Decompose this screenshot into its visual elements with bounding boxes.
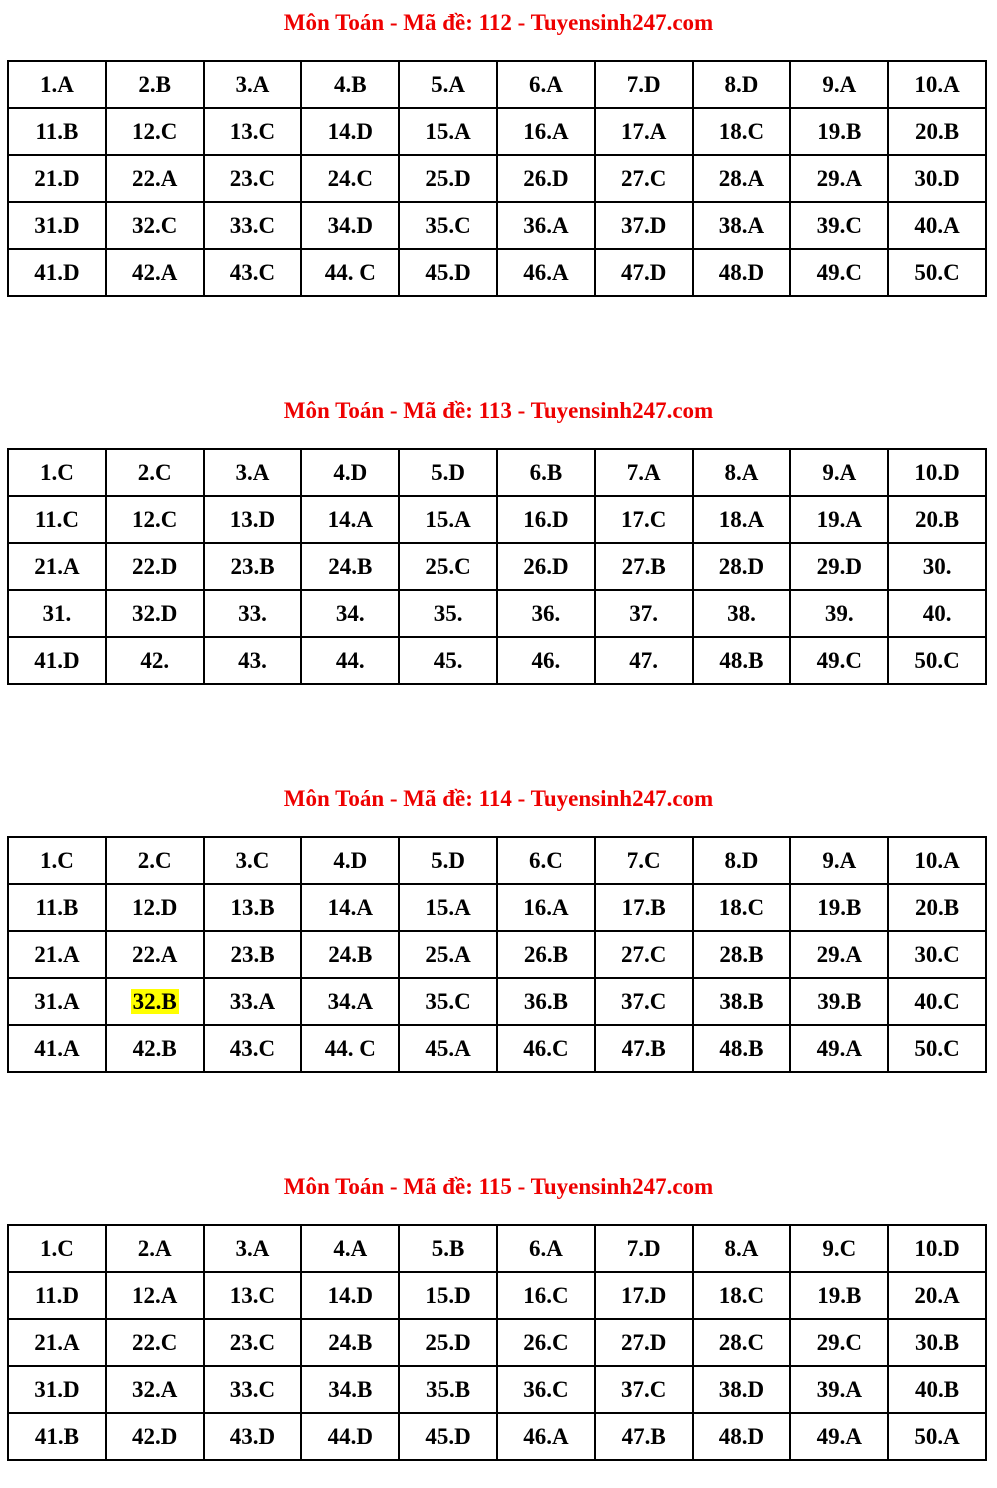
answer-cell: 20.B [888, 884, 986, 931]
answer-cell: 42.A [106, 249, 204, 296]
answer-cell: 11.B [8, 884, 106, 931]
answer-cell: 31.A [8, 978, 106, 1025]
answer-cell: 2.C [106, 837, 204, 884]
answer-cell: 19.B [790, 108, 888, 155]
table-row [8, 884, 986, 931]
answer-cell: 1.A [8, 61, 106, 108]
answer-cell: 19.A [790, 496, 888, 543]
answer-cell: 30. [888, 543, 986, 590]
answer-cell: 47.B [595, 1413, 693, 1460]
answer-cell: 2.C [106, 449, 204, 496]
answer-cell: 5.D [399, 837, 497, 884]
answer-cell: 13.C [204, 108, 302, 155]
answer-cell: 22.A [106, 155, 204, 202]
answer-cell: 36.A [497, 202, 595, 249]
answer-cell: 34. [301, 590, 399, 637]
answer-cell: 48.B [693, 1025, 791, 1072]
answer-cell: 12.A [106, 1272, 204, 1319]
answer-cell: 33. [204, 590, 302, 637]
answer-cell: 10.D [888, 449, 986, 496]
table-row [8, 590, 986, 637]
answer-cell: 24.B [301, 543, 399, 590]
answer-cell: 6.C [497, 837, 595, 884]
answer-cell: 45.D [399, 1413, 497, 1460]
answer-cell: 9.C [790, 1225, 888, 1272]
answer-cell: 13.D [204, 496, 302, 543]
answer-cell: 47.D [595, 249, 693, 296]
answer-cell: 8.D [693, 837, 791, 884]
answer-cell: 36.B [497, 978, 595, 1025]
answer-cell: 34.D [301, 202, 399, 249]
answer-cell: 28.A [693, 155, 791, 202]
answer-cell: 10.A [888, 61, 986, 108]
answer-cell: 19.B [790, 1272, 888, 1319]
table-row [8, 449, 986, 496]
answer-cell: 20.B [888, 108, 986, 155]
answer-cell: 27.D [595, 1319, 693, 1366]
answer-table [7, 836, 987, 1073]
answer-cell: 45.D [399, 249, 497, 296]
answer-cell: 9.A [790, 837, 888, 884]
answer-cell: 46.A [497, 249, 595, 296]
answer-cell: 27.C [595, 931, 693, 978]
table-row [8, 637, 986, 684]
answer-cell [106, 978, 204, 1025]
answer-cell: 2.A [106, 1225, 204, 1272]
answer-cell: 23.C [204, 155, 302, 202]
answer-cell: 13.B [204, 884, 302, 931]
answer-cell: 25.D [399, 1319, 497, 1366]
answer-cell: 50.C [888, 1025, 986, 1072]
answer-cell: 41.A [8, 1025, 106, 1072]
answer-cell: 4.B [301, 61, 399, 108]
answer-cell: 18.C [693, 108, 791, 155]
answer-cell: 35.C [399, 978, 497, 1025]
answer-cell: 29.A [790, 155, 888, 202]
answer-cell: 18.C [693, 1272, 791, 1319]
answer-cell: 37.C [595, 1366, 693, 1413]
answer-cell: 14.D [301, 1272, 399, 1319]
answer-cell: 17.C [595, 496, 693, 543]
answer-cell: 1.C [8, 1225, 106, 1272]
answer-cell: 36. [497, 590, 595, 637]
answer-cell: 43.C [204, 249, 302, 296]
answer-cell: 17.B [595, 884, 693, 931]
answer-cell: 38.B [693, 978, 791, 1025]
answer-cell: 14.A [301, 496, 399, 543]
answer-cell: 16.A [497, 884, 595, 931]
answer-cell: 31.D [8, 1366, 106, 1413]
answer-cell: 7.A [595, 449, 693, 496]
table-row [8, 978, 986, 1025]
answer-cell: 30.C [888, 931, 986, 978]
answer-cell: 29.C [790, 1319, 888, 1366]
answer-cell: 8.D [693, 61, 791, 108]
table-row [8, 155, 986, 202]
answer-cell: 39.B [790, 978, 888, 1025]
answer-cell: 12.C [106, 108, 204, 155]
section-title: Môn Toán - Mã đề: 113 - Tuyensinh247.com [283, 398, 714, 423]
table-row [8, 931, 986, 978]
answer-cell: 50.C [888, 249, 986, 296]
answer-cell: 44.D [301, 1413, 399, 1460]
answer-cell: 17.A [595, 108, 693, 155]
answer-cell: 41.D [8, 249, 106, 296]
answer-cell: 26.D [497, 543, 595, 590]
answer-cell: 10.D [888, 1225, 986, 1272]
answer-cell: 15.D [399, 1272, 497, 1319]
answer-cell: 46.A [497, 1413, 595, 1460]
table-row [8, 1366, 986, 1413]
answer-cell: 41.B [8, 1413, 106, 1460]
answer-cell: 3.A [204, 449, 302, 496]
table-row [8, 1025, 986, 1072]
answer-cell: 28.C [693, 1319, 791, 1366]
answer-cell: 19.B [790, 884, 888, 931]
answer-cell: 12.D [106, 884, 204, 931]
answer-cell: 48.D [693, 249, 791, 296]
answer-cell: 39. [790, 590, 888, 637]
answer-cell: 40.B [888, 1366, 986, 1413]
answer-cell: 11.D [8, 1272, 106, 1319]
answer-cell: 25.D [399, 155, 497, 202]
answer-cell: 28.B [693, 931, 791, 978]
answer-cell: 39.A [790, 1366, 888, 1413]
answer-cell: 25.C [399, 543, 497, 590]
answer-cell: 31.D [8, 202, 106, 249]
table-row [8, 202, 986, 249]
answer-cell: 24.C [301, 155, 399, 202]
answer-cell: 48.D [693, 1413, 791, 1460]
answer-cell: 21.A [8, 1319, 106, 1366]
answer-table [7, 1224, 987, 1461]
answer-cell: 6.B [497, 449, 595, 496]
answer-cell: 4.D [301, 837, 399, 884]
answer-cell: 47. [595, 637, 693, 684]
answer-cell: 23.B [204, 543, 302, 590]
answer-cell: 44. C [301, 1025, 399, 1072]
answer-cell: 29.D [790, 543, 888, 590]
answer-cell: 32.D [106, 590, 204, 637]
answer-cell: 36.C [497, 1366, 595, 1413]
answer-cell: 35. [399, 590, 497, 637]
table-row [8, 1272, 986, 1319]
answer-cell: 33.C [204, 1366, 302, 1413]
answer-cell: 34.B [301, 1366, 399, 1413]
answer-cell: 45.A [399, 1025, 497, 1072]
answer-cell: 4.D [301, 449, 399, 496]
answer-cell: 44. [301, 637, 399, 684]
answer-cell: 18.C [693, 884, 791, 931]
answer-cell: 49.C [790, 249, 888, 296]
answer-cell: 38.A [693, 202, 791, 249]
answer-cell: 9.A [790, 449, 888, 496]
answer-cell: 46. [497, 637, 595, 684]
answer-cell: 35.B [399, 1366, 497, 1413]
answer-cell: 49.A [790, 1413, 888, 1460]
answer-cell: 3.A [204, 1225, 302, 1272]
answer-cell: 40. [888, 590, 986, 637]
answer-cell: 15.A [399, 108, 497, 155]
answer-cell: 23.B [204, 931, 302, 978]
section-title: Môn Toán - Mã đề: 115 - Tuyensinh247.com [283, 1174, 714, 1199]
answer-cell: 40.C [888, 978, 986, 1025]
answer-cell: 7.C [595, 837, 693, 884]
answer-cell: 32.A [106, 1366, 204, 1413]
answer-cell: 26.B [497, 931, 595, 978]
answer-table [7, 60, 987, 297]
answer-cell: 20.A [888, 1272, 986, 1319]
answer-cell: 5.A [399, 61, 497, 108]
answer-table [7, 448, 987, 685]
answer-cell: 42.B [106, 1025, 204, 1072]
table-row [8, 61, 986, 108]
table-row [8, 837, 986, 884]
answer-cell: 30.B [888, 1319, 986, 1366]
answer-cell: 24.B [301, 931, 399, 978]
answer-cell: 11.B [8, 108, 106, 155]
answer-cell: 22.A [106, 931, 204, 978]
answer-cell: 40.A [888, 202, 986, 249]
answer-cell: 10.A [888, 837, 986, 884]
answer-cell: 48.B [693, 637, 791, 684]
answer-cell: 33.A [204, 978, 302, 1025]
answer-cell: 14.A [301, 884, 399, 931]
answer-cell: 6.A [497, 61, 595, 108]
answer-cell: 32.C [106, 202, 204, 249]
answer-cell: 11.C [8, 496, 106, 543]
answer-cell: 49.A [790, 1025, 888, 1072]
answer-cell: 41.D [8, 637, 106, 684]
answer-cell: 22.D [106, 543, 204, 590]
table-row [8, 1319, 986, 1366]
answer-cell: 30.D [888, 155, 986, 202]
answer-cell: 25.A [399, 931, 497, 978]
answer-cell: 44. C [301, 249, 399, 296]
answer-cell: 35.C [399, 202, 497, 249]
answer-cell: 16.C [497, 1272, 595, 1319]
answer-cell: 7.D [595, 1225, 693, 1272]
answer-cell: 43.D [204, 1413, 302, 1460]
answer-cell: 1.C [8, 449, 106, 496]
answer-cell: 49.C [790, 637, 888, 684]
table-row [8, 543, 986, 590]
answer-cell: 22.C [106, 1319, 204, 1366]
answer-cell: 16.A [497, 108, 595, 155]
answer-cell: 15.A [399, 496, 497, 543]
table-row [8, 249, 986, 296]
answer-cell: 47.B [595, 1025, 693, 1072]
table-row [8, 1413, 986, 1460]
table-row [8, 108, 986, 155]
answer-cell: 5.B [399, 1225, 497, 1272]
answer-cell: 7.D [595, 61, 693, 108]
answer-cell: 12.C [106, 496, 204, 543]
answer-cell: 37.C [595, 978, 693, 1025]
answer-cell: 38.D [693, 1366, 791, 1413]
answer-cell: 24.B [301, 1319, 399, 1366]
answer-cell: 43.C [204, 1025, 302, 1072]
answer-cell: 31. [8, 590, 106, 637]
answer-cell: 42.D [106, 1413, 204, 1460]
answer-cell: 46.C [497, 1025, 595, 1072]
section-title: Môn Toán - Mã đề: 114 - Tuyensinh247.com [283, 786, 714, 811]
answer-cell: 37. [595, 590, 693, 637]
answer-cell: 34.A [301, 978, 399, 1025]
table-row [8, 1225, 986, 1272]
section-title: Môn Toán - Mã đề: 112 - Tuyensinh247.com [283, 10, 714, 35]
answer-cell: 29.A [790, 931, 888, 978]
answer-cell: 39.C [790, 202, 888, 249]
answer-cell: 42. [106, 637, 204, 684]
answer-cell: 26.C [497, 1319, 595, 1366]
answer-cell: 3.A [204, 61, 302, 108]
answer-cell: 15.A [399, 884, 497, 931]
answer-cell: 21.A [8, 543, 106, 590]
answer-cell: 27.C [595, 155, 693, 202]
answer-cell: 28.D [693, 543, 791, 590]
answer-cell: 18.A [693, 496, 791, 543]
answer-cell: 21.A [8, 931, 106, 978]
answer-cell: 50.A [888, 1413, 986, 1460]
answer-cell: 5.D [399, 449, 497, 496]
answer-cell: 27.B [595, 543, 693, 590]
highlighted-answer: 32.B [132, 988, 177, 1014]
answer-cell: 2.B [106, 61, 204, 108]
answer-cell: 16.D [497, 496, 595, 543]
answer-cell: 45. [399, 637, 497, 684]
answer-cell: 17.D [595, 1272, 693, 1319]
answer-cell: 13.C [204, 1272, 302, 1319]
table-row [8, 496, 986, 543]
answer-cell: 3.C [204, 837, 302, 884]
answer-cell: 8.A [693, 449, 791, 496]
answer-cell: 23.C [204, 1319, 302, 1366]
answer-cell: 21.D [8, 155, 106, 202]
answer-cell: 50.C [888, 637, 986, 684]
answer-cell: 38. [693, 590, 791, 637]
answer-cell: 20.B [888, 496, 986, 543]
answer-cell: 1.C [8, 837, 106, 884]
answer-cell: 8.A [693, 1225, 791, 1272]
answer-cell: 6.A [497, 1225, 595, 1272]
answer-cell: 9.A [790, 61, 888, 108]
answer-cell: 4.A [301, 1225, 399, 1272]
answer-cell: 37.D [595, 202, 693, 249]
answer-cell: 43. [204, 637, 302, 684]
answer-cell: 14.D [301, 108, 399, 155]
answer-cell: 33.C [204, 202, 302, 249]
answer-cell: 26.D [497, 155, 595, 202]
